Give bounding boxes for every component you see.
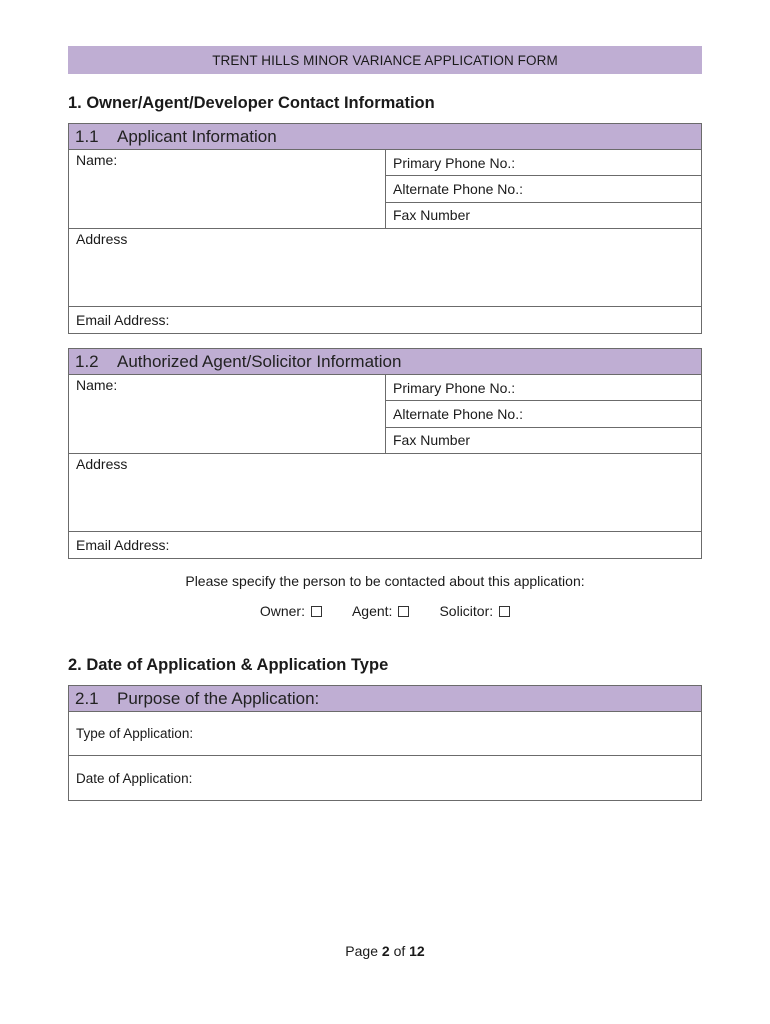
application-type-field[interactable]	[69, 712, 701, 756]
applicant-name-field[interactable]	[69, 150, 386, 228]
agent-name-label: Name:	[76, 377, 118, 393]
agent-section-title: Authorized Agent/Solicitor Information	[117, 351, 402, 371]
agent-email-field[interactable]	[69, 532, 701, 558]
agent-alternate-phone-field[interactable]	[386, 401, 701, 427]
applicant-section-title: Applicant Information	[117, 126, 277, 146]
contact-option-owner[interactable]	[260, 603, 322, 619]
applicant-alternate-phone-field[interactable]	[386, 176, 701, 202]
section-2-heading: 2. Date of Application & Application Type	[68, 656, 389, 674]
contact-prompt: Please specify the person to be contacted about this application:	[185, 573, 585, 589]
agent-label: Agent:	[351, 603, 393, 619]
page-footer	[0, 943, 770, 959]
contact-option-solicitor[interactable]	[439, 603, 510, 619]
applicant-name-phone-row	[69, 150, 701, 229]
agent-fax-field[interactable]	[386, 428, 701, 453]
applicant-primary-phone-label: Primary Phone No.:	[393, 154, 516, 171]
agent-name-phone-row	[69, 375, 701, 454]
agent-email-label: Email Address:	[76, 537, 170, 553]
applicant-alternate-phone-label: Alternate Phone No.:	[393, 180, 523, 197]
form-title: TRENT HILLS MINOR VARIANCE APPLICATION FORM	[212, 52, 558, 68]
agent-alternate-phone-label: Alternate Phone No.:	[393, 405, 523, 422]
purpose-header	[69, 686, 701, 712]
applicant-email-field[interactable]	[69, 307, 701, 333]
agent-info-header	[69, 349, 701, 375]
agent-fax-label: Fax Number	[393, 432, 471, 449]
applicant-info-table	[68, 123, 702, 334]
agent-checkbox[interactable]	[398, 606, 409, 617]
applicant-email-label: Email Address:	[76, 312, 170, 328]
agent-address-label: Address	[76, 456, 128, 472]
contact-option-agent[interactable]	[352, 603, 409, 619]
contact-options	[0, 603, 770, 619]
agent-primary-phone-label: Primary Phone No.:	[393, 379, 516, 396]
purpose-section-number: 2.1	[75, 688, 99, 708]
owner-label: Owner:	[259, 603, 305, 619]
agent-primary-phone-field[interactable]	[386, 375, 701, 401]
form-title-banner	[68, 46, 702, 74]
solicitor-checkbox[interactable]	[499, 606, 510, 617]
agent-section-number: 1.2	[75, 351, 99, 371]
page-prefix: Page	[345, 943, 378, 959]
application-date-label: Date of Application:	[76, 770, 193, 786]
agent-name-field[interactable]	[69, 375, 386, 453]
applicant-name-label: Name:	[76, 152, 118, 168]
page-number: 2	[381, 943, 390, 959]
solicitor-label: Solicitor:	[439, 603, 494, 619]
applicant-address-label: Address	[76, 231, 128, 247]
application-date-field[interactable]	[69, 756, 701, 800]
agent-address-field[interactable]	[69, 454, 701, 532]
agent-info-table	[68, 348, 702, 559]
applicant-fax-label: Fax Number	[393, 207, 471, 224]
applicant-primary-phone-field[interactable]	[386, 150, 701, 176]
applicant-section-number: 1.1	[75, 126, 99, 146]
applicant-info-header	[69, 124, 701, 150]
section-1-heading: 1. Owner/Agent/Developer Contact Information	[68, 94, 435, 112]
owner-checkbox[interactable]	[311, 606, 322, 617]
purpose-table	[68, 685, 702, 801]
applicant-address-field[interactable]	[69, 229, 701, 307]
page-of: of	[393, 943, 406, 959]
applicant-fax-field[interactable]	[386, 203, 701, 228]
application-type-label: Type of Application:	[76, 726, 194, 741]
purpose-section-title: Purpose of the Application:	[117, 688, 320, 708]
page-total: 12	[409, 943, 425, 959]
